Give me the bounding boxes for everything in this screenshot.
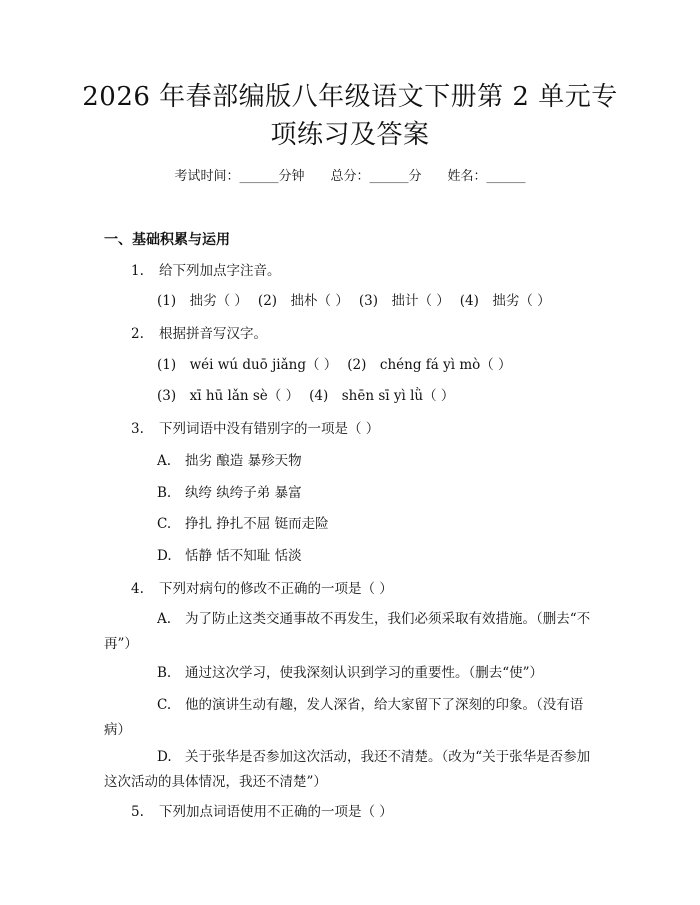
question-number: 5. (131, 804, 144, 820)
q3-option-b (157, 484, 302, 502)
question-1 (131, 262, 281, 280)
q2-item-2: (2) chéng fá yì mò（ ） (347, 357, 512, 373)
q4-option-c (104, 693, 598, 743)
q2-item-4: (4) shēn sī yì lǜ（ ） (309, 388, 455, 404)
q1-item-1: (1) 拙劣（ ） (157, 293, 248, 309)
q3-option-c (157, 515, 329, 533)
q4-option-d (104, 745, 598, 795)
question-text: 根据拼音写汉字。 (159, 326, 267, 342)
exam-meta (0, 168, 700, 186)
q3-option-a (157, 452, 302, 470)
q4-option-a (104, 607, 598, 657)
question-text: 下列对病句的修改不正确的一项是（ ） (159, 581, 393, 597)
option-label: A. (157, 611, 172, 627)
option-label: D. (157, 749, 172, 765)
page-title (60, 78, 640, 154)
q2-item-3: (3) xī hū lǎn sè（ ） (157, 388, 300, 404)
q1-item-4: (4) 拙劣（ ） (459, 293, 551, 309)
student-name: 姓名：______ (447, 169, 526, 184)
question-5 (131, 803, 393, 821)
option-text: 纨绔 纨绔子弟 暴富 (185, 485, 302, 501)
question-number: 3. (131, 421, 144, 437)
section-heading: 一、基础积累与运用 (104, 232, 230, 248)
question-number: 2. (131, 326, 144, 342)
q1-item-3: (3) 拙计（ ） (358, 293, 450, 309)
q1-item-2: (2) 拙朴（ ） (257, 293, 349, 309)
exam-time: 考试时间：______分钟 (174, 169, 305, 184)
question-1-items (157, 292, 551, 310)
question-text: 给下列加点字注音。 (159, 263, 281, 279)
question-text: 下列词语中没有错别字的一项是（ ） (159, 421, 380, 437)
option-label: A. (157, 453, 172, 469)
title-line-1: 2026 年春部编版八年级语文下册第 2 单元专 (82, 82, 618, 112)
q2-item-1: (1) wéi wú duō jiǎng（ ） (157, 357, 338, 373)
option-text: 关于张华是否参加这次活动，我还不清楚。（改为“关于张华是否参加这次活动的具体情况，我还不清楚”） (104, 749, 591, 790)
total-score: 总分：______分 (330, 169, 422, 184)
option-text: 他的演讲生动有趣，发人深省，给大家留下了深刻的印象。（没有语病） (104, 697, 584, 738)
option-text: 通过这次学习，使我深刻认识到学习的重要性。（删去“使”） (185, 665, 544, 681)
question-number: 4. (131, 581, 144, 597)
title-line-2: 项练习及答案 (270, 120, 430, 150)
question-text: 下列加点词语使用不正确的一项是（ ） (159, 804, 393, 820)
question-2-row-1 (157, 356, 512, 374)
option-label: B. (157, 665, 172, 681)
option-label: C. (157, 516, 172, 532)
option-text: 为了防止这类交通事故不再发生，我们必须采取有效措施。（删去“不再”） (104, 611, 591, 652)
q3-option-d (157, 547, 302, 565)
option-text: 拙劣 酿造 暴殄天物 (185, 453, 302, 469)
q4-option-b (104, 661, 598, 686)
option-label: D. (157, 548, 172, 564)
option-label: C. (157, 697, 172, 713)
question-number: 1. (131, 263, 144, 279)
question-2 (131, 325, 267, 343)
option-label: B. (157, 485, 172, 501)
question-2-row-2 (157, 387, 454, 405)
option-text: 恬静 恬不知耻 恬淡 (185, 548, 302, 564)
option-text: 挣扎 挣扎不屈 铤而走险 (185, 516, 329, 532)
question-3 (131, 420, 379, 438)
question-4 (131, 580, 393, 598)
